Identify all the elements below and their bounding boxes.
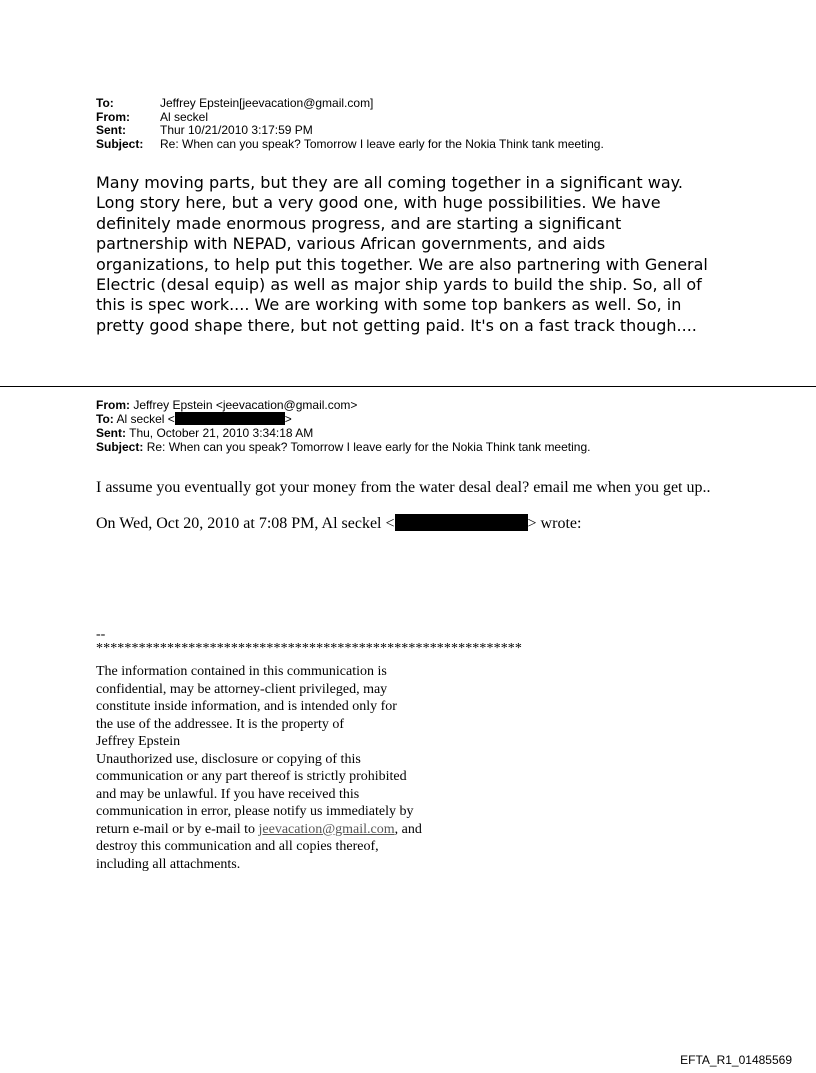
subject-label: Subject: (96, 136, 144, 151)
notice-line: including all attachments. (96, 856, 241, 872)
confidentiality-notice (96, 663, 422, 873)
quoted-sent-label: Sent: (96, 426, 126, 440)
document-id: EFTA_R1_01485569 (680, 1053, 792, 1067)
signature-dash: -- (96, 627, 106, 642)
quoted-subject-value: Re: When can you speak? Tomorrow I leave early for the Nokia Think tank meeting. (146, 440, 591, 454)
reply-line: Many moving parts, but they are all coming together in a significant way. (96, 173, 683, 192)
to-row (96, 97, 604, 111)
quoted-body: I assume you eventually got your money from the water desal deal? email me when you get up.. (96, 479, 711, 496)
sent-value: Thur 10/21/2010 3:17:59 PM (160, 123, 313, 137)
quoted-from-value: Jeffrey Epstein <jeevacation@gmail.com> (133, 398, 358, 412)
notice-line: the use of the addressee. It is the property of (96, 716, 345, 732)
from-value: Al seckel (160, 109, 209, 124)
quoted-to-prefix: Al seckel < (116, 412, 175, 426)
reply-line: pretty good shape there, but not getting paid. It's on a fast track though.... (96, 315, 697, 335)
reply-line: this is spec work.... We are working with some top bankers as well. So, in (96, 295, 682, 315)
sent-row (96, 124, 604, 138)
attribution-suffix: > wrote: (527, 515, 582, 532)
notice-line: Unauthorized use, disclosure or copying of this (96, 751, 361, 767)
subject-row (96, 138, 604, 152)
quoted-to-row (96, 412, 590, 426)
reply-body (96, 173, 736, 336)
notice-line: destroy this communication and all copies thereof, (96, 839, 379, 854)
notice-line-post: , and (394, 821, 422, 837)
from-label: From: (96, 109, 130, 124)
email-link[interactable]: jeevacation@gmail.com (258, 821, 395, 837)
reply-line: definitely made enormous progress, and are starting a significant (96, 213, 622, 233)
notice-line (96, 821, 422, 839)
sent-label: Sent: (96, 123, 126, 137)
redaction-box (175, 412, 285, 425)
notice-line: and may be unlawful. If you have received this (96, 786, 360, 802)
quoted-from-label: From: (96, 398, 130, 412)
reply-line: organizations, to help put this together. We are also partnering with General (96, 254, 708, 274)
attribution-prefix: On Wed, Oct 20, 2010 at 7:08 PM, Al seckel < (96, 515, 395, 532)
notice-line: Jeffrey Epstein (96, 734, 181, 749)
subject-value: Re: When can you speak? Tomorrow I leave early for the Nokia Think tank meeting. (160, 136, 604, 151)
redaction-box (395, 514, 528, 531)
notice-line-pre: return e-mail or by e-mail to (96, 821, 259, 837)
signature-stars: ************************************************************ (96, 641, 522, 656)
quoted-to-suffix: > (284, 412, 292, 426)
notice-line: communication in error, please notify us immediately by (96, 804, 414, 819)
notice-line: communication or any part thereof is strictly prohibited (96, 769, 407, 784)
reply-line: Long story here, but a very good one, with huge possibilities. We have (96, 193, 661, 213)
to-value: Jeffrey Epstein[jeevacation@gmail.com] (160, 96, 374, 110)
from-row (96, 111, 604, 125)
quoted-header (96, 398, 590, 454)
quoted-from-row (96, 398, 590, 412)
quoted-sent-row (96, 426, 590, 440)
notice-line: The information contained in this communication is (96, 664, 387, 679)
notice-line: confidential, may be attorney-client privileged, may (96, 681, 388, 697)
notice-line: constitute inside information, and is intended only for (96, 699, 397, 714)
reply-line: partnership with NEPAD, various African governments, and aids (96, 234, 606, 254)
divider (0, 386, 816, 387)
quoted-sent-value: Thu, October 21, 2010 3:34:18 AM (129, 426, 314, 440)
quoted-subject-row (96, 440, 590, 454)
quoted-subject-label: Subject: (96, 440, 144, 454)
to-label: To: (96, 96, 114, 110)
reply-line: Electric (desal equip) as well as major ship yards to build the ship. So, all of (96, 275, 702, 295)
quote-attribution (96, 514, 581, 533)
email-header (96, 97, 604, 151)
quoted-to-label: To: (96, 412, 114, 426)
